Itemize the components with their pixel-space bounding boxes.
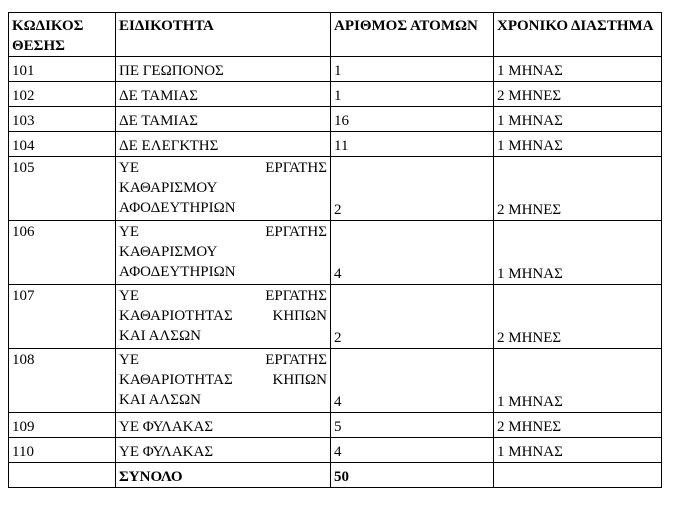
row-code: 109	[9, 413, 116, 438]
row-code: 104	[9, 132, 116, 157]
row-code: 106	[9, 221, 116, 285]
row-count: 5	[331, 413, 494, 438]
specialty-line: ΠΕ ΓΕΩΠΟΝΟΣ	[119, 63, 224, 79]
row-period: 1 ΜΗΝΑΣ	[494, 349, 662, 413]
row-count: 1	[331, 57, 494, 82]
specialty-line: ΚΑΙ ΑΛΣΩΝ	[119, 328, 202, 344]
specialty-line: ΔΕ ΕΛΕΓΚΤΗΣ	[119, 138, 219, 154]
table-row	[9, 157, 662, 221]
row-period: 1 ΜΗΝΑΣ	[494, 132, 662, 157]
table-row	[9, 438, 662, 463]
specialty-line: ΚΑΘΑΡΙΣΜΟΥ	[119, 180, 218, 196]
specialty-line: ΚΑΘΑΡΙΟΤΗΤΑΣ ΚΗΠΩΝ	[119, 308, 327, 324]
header-period: ΧΡΟΝΙΚΟ ΔΙΑΣΤΗΜΑ	[494, 13, 662, 57]
total-count: 50	[331, 463, 494, 488]
specialty-line: ΥΕ ΕΡΓΑΤΗΣ	[119, 224, 327, 240]
specialty-line: ΔΕ ΤΑΜΙΑΣ	[119, 113, 198, 129]
specialty-line: ΥΕ ΕΡΓΑΤΗΣ	[119, 160, 327, 176]
row-period: 2 ΜΗΝΕΣ	[494, 413, 662, 438]
row-specialty	[116, 107, 331, 132]
row-period: 2 ΜΗΝΕΣ	[494, 82, 662, 107]
row-period: 1 ΜΗΝΑΣ	[494, 107, 662, 132]
row-specialty	[116, 285, 331, 349]
row-count: 11	[331, 132, 494, 157]
row-count: 1	[331, 82, 494, 107]
row-count: 4	[331, 221, 494, 285]
positions-table	[8, 12, 662, 488]
row-code: 108	[9, 349, 116, 413]
table-row	[9, 285, 662, 349]
row-code: 105	[9, 157, 116, 221]
header-specialty: ΕΙΔΙΚΟΤΗΤΑ	[116, 13, 331, 57]
table-row	[9, 57, 662, 82]
table-row	[9, 132, 662, 157]
row-count: 2	[331, 285, 494, 349]
row-period: 1 ΜΗΝΑΣ	[494, 438, 662, 463]
specialty-line: ΔΕ ΤΑΜΙΑΣ	[119, 88, 198, 104]
table-row	[9, 221, 662, 285]
row-specialty	[116, 349, 331, 413]
header-count: ΑΡΙΘΜΟΣ ΑΤΟΜΩΝ	[331, 13, 494, 57]
total-period-cell	[494, 463, 662, 488]
row-specialty	[116, 132, 331, 157]
table-row	[9, 82, 662, 107]
row-code: 107	[9, 285, 116, 349]
specialty-line: ΚΑΘΑΡΙΣΜΟΥ	[119, 244, 218, 260]
row-count: 2	[331, 157, 494, 221]
total-label: ΣΥΝΟΛΟ	[116, 463, 331, 488]
header-row	[9, 13, 662, 57]
row-specialty	[116, 438, 331, 463]
row-period: 1 ΜΗΝΑΣ	[494, 221, 662, 285]
row-count: 4	[331, 349, 494, 413]
row-code: 103	[9, 107, 116, 132]
table-row	[9, 349, 662, 413]
row-specialty	[116, 221, 331, 285]
total-row	[9, 463, 662, 488]
row-code: 101	[9, 57, 116, 82]
specialty-line: ΚΑΘΑΡΙΟΤΗΤΑΣ ΚΗΠΩΝ	[119, 372, 327, 388]
row-count: 16	[331, 107, 494, 132]
row-specialty	[116, 157, 331, 221]
row-specialty	[116, 413, 331, 438]
specialty-line: ΑΦΟΔΕΥΤΗΡΙΩΝ	[119, 264, 236, 280]
table-header	[9, 13, 662, 57]
total-code-cell	[9, 463, 116, 488]
specialty-line: ΚΑΙ ΑΛΣΩΝ	[119, 392, 202, 408]
table-row	[9, 107, 662, 132]
row-period: 2 ΜΗΝΕΣ	[494, 285, 662, 349]
specialty-line: ΑΦΟΔΕΥΤΗΡΙΩΝ	[119, 200, 236, 216]
row-specialty	[116, 82, 331, 107]
header-code: ΚΩΔΙΚΟΣ ΘΕΣΗΣ	[9, 13, 116, 57]
row-code: 102	[9, 82, 116, 107]
specialty-line: ΥΕ ΦΥΛΑΚΑΣ	[119, 444, 214, 460]
row-period: 2 ΜΗΝΕΣ	[494, 157, 662, 221]
table-body	[9, 57, 662, 488]
row-period: 1 ΜΗΝΑΣ	[494, 57, 662, 82]
row-code: 110	[9, 438, 116, 463]
row-specialty	[116, 57, 331, 82]
specialty-line: ΥΕ ΦΥΛΑΚΑΣ	[119, 419, 214, 435]
specialty-line: ΥΕ ΕΡΓΑΤΗΣ	[119, 288, 327, 304]
specialty-line: ΥΕ ΕΡΓΑΤΗΣ	[119, 352, 327, 368]
table-row	[9, 413, 662, 438]
row-count: 4	[331, 438, 494, 463]
